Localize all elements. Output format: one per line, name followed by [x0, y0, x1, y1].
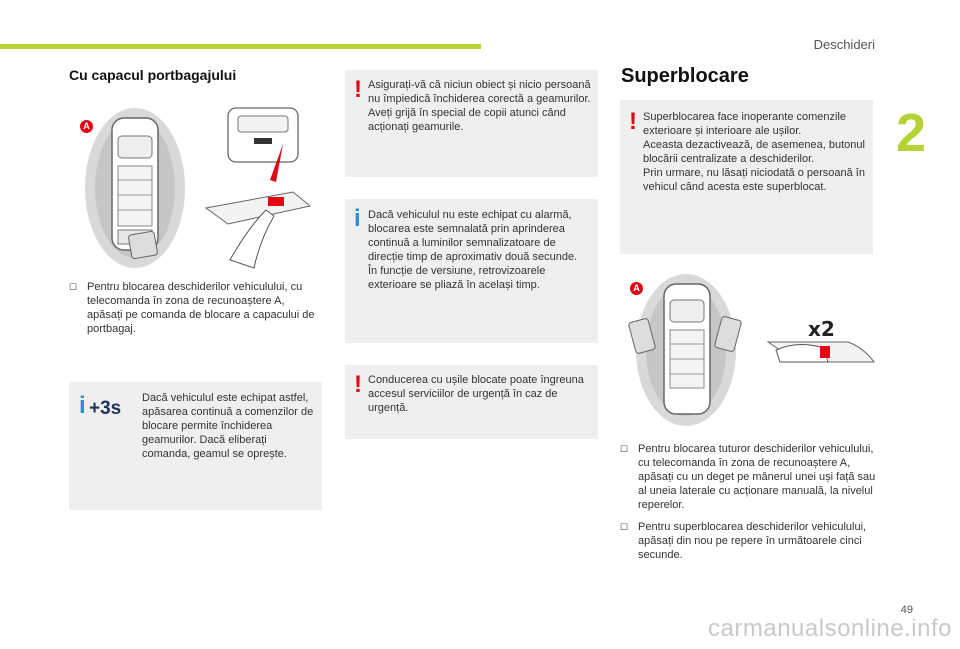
zone-badge: A — [630, 282, 643, 295]
x2-label: x2 — [808, 317, 835, 341]
watermark: carmanualsonline.info — [708, 615, 952, 642]
section-title: Deschideri — [813, 37, 875, 52]
right-heading: Superblocare — [621, 65, 749, 87]
left-bullet-item — [69, 280, 319, 350]
info-icon: i — [354, 205, 361, 232]
exclamation-icon: ! — [629, 108, 637, 135]
accent-bar — [0, 44, 481, 49]
info-icon: i — [79, 392, 86, 419]
middle-info-box — [345, 199, 598, 343]
zone-badge: A — [80, 120, 93, 133]
superlock-illustration — [628, 270, 878, 435]
page-number: 49 — [900, 604, 913, 616]
left-heading: Cu capacul portbagajului — [69, 67, 237, 83]
trunk-lock-figure — [78, 100, 316, 272]
square-bullet-icon: ☐ — [620, 444, 629, 454]
trunk-lock-illustration — [78, 100, 316, 272]
middle-warning-box-2 — [345, 365, 598, 439]
exclamation-icon: ! — [354, 371, 362, 398]
right-warning-box — [620, 100, 873, 254]
left-info-text: Dacă vehiculul este echipat astfel, apăsarea continuă a comenzilor de blocare permite închiderea geamurilor. Dacă eliberați comanda, geamul se oprește. — [142, 392, 314, 460]
right-warning-text: Superblocarea face inoperante comenzile exterioare și interioare ale ușilor. Aceasta dezactivează, de asemenea, butonul blocării centralizate a deschiderilor. Prin urmare, nu lăsați niciodată o persoană în vehicul când acesta este superblocat. — [643, 111, 865, 193]
square-bullet-icon: ☐ — [69, 282, 78, 292]
square-bullet-icon: ☐ — [620, 522, 629, 532]
left-info-box — [69, 382, 322, 510]
superlock-figure — [628, 270, 878, 435]
middle-warning-box-1 — [345, 70, 598, 177]
plus3s-icon: +3s — [89, 398, 122, 419]
middle-info-text: Dacă vehiculul nu este echipat cu alarmă, blocarea este semnalată prin aprinderea continuă a luminilor semnalizatoare de direcție timp de aproximativ două secunde. În funcție de versiune, retrovizoarele exterioare se pliază în același timp. — [368, 209, 578, 291]
middle-warning-text-2: Conducerea cu ușile blocate poate îngreuna accesul serviciilor de urgență în caz de urgență. — [368, 374, 584, 414]
right-bullet-text-2: Pentru superblocarea deschiderilor vehiculului, apăsați din nou pe repere în următoarele cinci secunde. — [638, 521, 867, 561]
middle-warning-text-1: Asigurați-vă că niciun obiect și nicio persoană nu împiedică închiderea corectă a geamurilor. Aveți grijă în special de copii atunci când acționați geamurile. — [368, 79, 591, 133]
right-bullet-item-1 — [620, 442, 876, 526]
chapter-number: 2 — [895, 103, 926, 163]
left-bullet-text: Pentru blocarea deschiderilor vehiculului, cu telecomanda în zona de recunoaștere A, apăsați pe comanda de blocare a capacului de portbagaj. — [87, 281, 315, 335]
right-bullet-text-1: Pentru blocarea tuturor deschiderilor vehiculului, cu telecomanda în zona de recunoaștere A, apăsați cu un deget pe mânerul unei uși față sau al uneia laterale cu acționare manuală, la nivelul reperelor. — [638, 443, 876, 511]
right-bullet-item-2 — [620, 520, 876, 564]
exclamation-icon: ! — [354, 76, 362, 103]
